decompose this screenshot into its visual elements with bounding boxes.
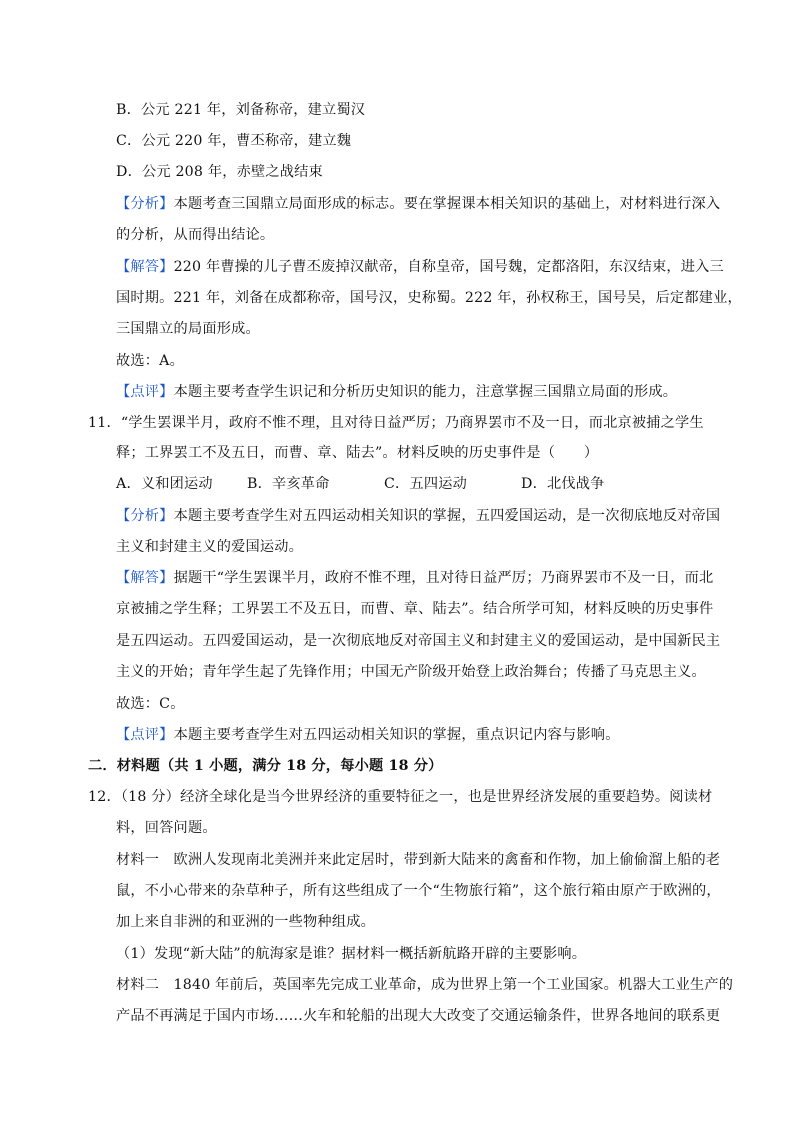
q11-option-b: B．辛亥革命 <box>247 476 330 492</box>
q10-comment-text: 本题主要考查学生识记和分析历史知识的能力，注意掌握三国鼎立局面的形成。 <box>173 384 678 400</box>
answer-tag: 【解答】 <box>116 570 174 586</box>
q10-answer-line3: 三国鼎立的局面形成。 <box>116 321 260 337</box>
comment-tag: 【点评】 <box>116 727 174 743</box>
q10-option-c: C．公元 220 年，曹丕称帝，建立魏 <box>116 133 352 149</box>
q10-analysis-line1: 本题考查三国鼎立局面形成的标志。要在掌握课本相关知识的基础上，对材料进行深入 <box>173 196 721 212</box>
q11-answer-line3: 是五四运动。五四爱国运动，是一次彻底地反对帝国主义和封建主义的爱国运动，是中国新民主 <box>116 633 721 649</box>
comment-tag: 【点评】 <box>116 384 174 400</box>
q11-comment <box>116 725 620 745</box>
q11-comment-text: 本题主要考查学生对五四运动相关知识的掌握，重点识记内容与影响。 <box>173 727 620 743</box>
q10-answer-line2: 国时期。221 年，刘备在成都称帝，国号汉，史称蜀。222 年，孙权称王，国号吴，后定都建业， <box>116 290 742 306</box>
q11-option-c: C．五四运动 <box>384 476 467 492</box>
q11-option-d: D．北伐战争 <box>521 476 605 492</box>
q10-choice: 故选：A。 <box>116 353 184 369</box>
q12-material1-line1: 材料一 欧洲人发现南北美洲并来此定居时，带到新大陆来的禽畜和作物，加上偷偷溜上船的老 <box>116 852 721 868</box>
q10-answer <box>116 257 724 277</box>
q11-analysis-line2: 主义和封建主义的爱国运动。 <box>116 539 304 555</box>
analysis-tag: 【分析】 <box>116 508 174 524</box>
q10-option-d: D．公元 208 年，赤壁之战结束 <box>116 164 323 180</box>
q11-analysis-line1: 本题主要考查学生对五四运动相关知识的掌握，五四爱国运动，是一次彻底地反对帝国 <box>173 508 721 524</box>
q12-subquestion-1: （1）发现“新大陆”的航海家是谁？据材料一概括新航路开辟的主要影响。 <box>116 946 587 962</box>
q11-option-a: A．义和团运动 <box>116 476 213 492</box>
q10-comment <box>116 382 677 402</box>
q11-stem-line2: 释；工界罢工不及五日，而曹、章、陆去”。材料反映的历史事件是（ ） <box>116 445 599 461</box>
q10-analysis <box>116 194 720 214</box>
q11-analysis <box>116 506 720 526</box>
answer-tag: 【解答】 <box>116 259 174 275</box>
q11-answer-line1: 据题干“学生罢课半月，政府不惟不理，且对待日益严厉；乃商界罢市不及一日，而北 <box>173 570 714 586</box>
q12-stem-line2: 料，回答问题。 <box>116 820 217 836</box>
q12-material2-line2: 产品不再满足于国内市场……火车和轮船的出现大大改变了交通运输条件，世界各地间的联系更 <box>116 1008 721 1024</box>
q12-stem-line1: 12．（18 分）经济全球化是当今世界经济的重要特征之一，也是世界经济发展的重要趋势。阅读材 <box>88 789 713 805</box>
q11-stem-line1: 11．“学生罢课半月，政府不惟不理，且对待日益严厉；乃商界罢市不及一日，而北京被捕之学生 <box>88 415 704 431</box>
q10-option-b: B．公元 221 年，刘备称帝，建立蜀汉 <box>116 102 366 118</box>
analysis-tag: 【分析】 <box>116 196 174 212</box>
q11-answer-line4: 主义的开始；青年学生起了先锋作用；中国无产阶级开始登上政治舞台；传播了马克思主义。 <box>116 664 706 680</box>
q11-choice: 故选：C。 <box>116 696 185 712</box>
q10-analysis-line2: 的分析，从而得出结论。 <box>116 227 275 243</box>
q11-answer-line2: 京被捕之学生释；工界罢工不及五日，而曹、章、陆去”。结合所学可知，材料反映的历史事件 <box>116 601 714 617</box>
q11-answer <box>116 568 713 588</box>
q12-material1-line2: 鼠，不小心带来的杂草种子，所有这些组成了一个“生物旅行箱”，这个旅行箱由原产于欧洲的， <box>116 883 721 899</box>
q12-material1-line3: 加上来自非洲的和亚洲的一些物种组成。 <box>116 914 375 930</box>
section-2-title: 二．材料题（共 1 小题，满分 18 分，每小题 18 分） <box>88 758 443 774</box>
q10-answer-line1: 220 年曹操的儿子曹丕废掉汉献帝，自称皇帝，国号魏，定都洛阳，东汉结束，进入三 <box>173 259 724 275</box>
q12-material2-line1: 材料二 1840 年前后，英国率先完成工业革命，成为世界上第一个工业国家。机器大工业生产的 <box>116 977 734 993</box>
